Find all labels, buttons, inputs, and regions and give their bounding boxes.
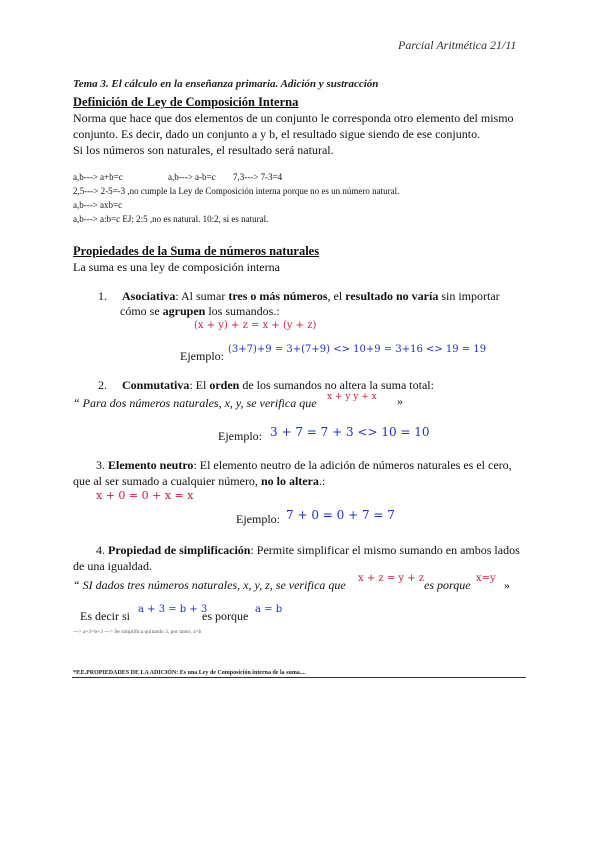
- simplificacion-text-1: : Permite simplificar el mismo sumando en ambos lados: [250, 543, 520, 557]
- simplificacion-line-2: de una igualdad.: [73, 559, 152, 573]
- conmutativa-name: Conmutativa: [122, 378, 190, 392]
- note-example-7-3: 7,3---> 7-3=4: [233, 172, 283, 182]
- conmutativa-example-label: Ejemplo:: [218, 429, 262, 443]
- conmutativa-line-1: [98, 377, 434, 393]
- simplificacion-note: ---> a+3=b+3 ---> Se simplifica quitando 3, por tanto, a=b: [73, 629, 202, 635]
- es-porque-formula: a = b: [255, 604, 283, 615]
- conmutativa-quote-end: »: [397, 394, 403, 408]
- asociativa-text-7: agrupen: [162, 304, 206, 318]
- simplificacion-porque: es porque: [424, 578, 471, 592]
- asociativa-text-8: los sumandos.:: [205, 304, 280, 318]
- asociativa-line-1: [98, 288, 500, 304]
- note-subtraction: a,b---> a-b=c: [168, 172, 216, 182]
- note-division: a,b---> a:b=c EJ: 2:5 ,no es natural. 10:2, si es natural.: [73, 214, 269, 224]
- simplificacion-line-1: [96, 542, 520, 558]
- asociativa-text-6: cómo se: [120, 304, 163, 318]
- note-multiplication: a,b---> axb=c: [73, 200, 123, 210]
- asociativa-example-label: Ejemplo:: [180, 349, 224, 363]
- es-decir-text: Es decir si: [80, 609, 130, 623]
- asociativa-example: (3+7)+9 = 3+(7+9) <> 10+9 = 3+16 <> 19 = 19: [228, 344, 487, 355]
- es-decir-label: [80, 608, 130, 624]
- definition-heading: Definición de Ley de Composición Interna: [73, 95, 299, 109]
- conmutativa-quote: “ Para dos números naturales, x, y, se verifica que: [73, 396, 317, 410]
- note-negative-example: 2,5---> 2-5=-3 ,no cumple la Ley de Composición interna porque no es un número natural.: [73, 186, 400, 196]
- neutro-formula: x + 0 = 0 + x = x: [96, 489, 194, 502]
- neutro-text-1: : El elemento neutro de la adición de números naturales es el cero,: [193, 458, 512, 472]
- asociativa-formula: (x + y) + z = x + (y + z): [194, 320, 317, 331]
- suma-heading: Propiedades de la Suma de números naturales: [73, 244, 320, 258]
- footer-note: *P.E.PROPIEDADES DE LA ADICIÓN: Es una Ley de Composición interna de la suma....: [73, 670, 306, 676]
- asociativa-text-3: , el: [327, 289, 346, 303]
- conmutativa-example: 3 + 7 = 7 + 3 <> 10 = 10: [270, 425, 430, 439]
- neutro-text-2: que al ser sumado a cualquier número,: [73, 474, 261, 488]
- conmutativa-text-3: de los sumandos no altera la suma total:: [239, 378, 434, 392]
- definition-line-2: conjunto. Es decir, dado un conjunto a y b, el resultado sigue siendo de ese conjunto.: [73, 127, 481, 141]
- conmutativa-number: 2.: [98, 378, 107, 392]
- asociativa-name: Asociativa: [122, 289, 176, 303]
- conmutativa-text-1: : El: [189, 378, 210, 392]
- asociativa-text-4: resultado no varía: [345, 289, 439, 303]
- topic-title: Tema 3. El cálculo en la enseñanza primaria. Adición y sustracción: [73, 78, 379, 90]
- conmutativa-formula: x + y y + x: [327, 392, 377, 402]
- simplificacion-name: Propiedad de simplificación: [108, 543, 251, 557]
- asociativa-text-5: sin importar: [438, 289, 500, 303]
- page-header-title: Parcial Aritmética 21/11: [398, 38, 517, 52]
- neutro-text-4: .:: [318, 474, 326, 488]
- definition-line-1: Norma que hace que dos elementos de un conjunto le corresponda otro elemento del mismo: [73, 111, 514, 125]
- neutro-line-1: [96, 457, 512, 473]
- asociativa-text-1: : Al sumar: [175, 289, 229, 303]
- simplificacion-number: 4.: [96, 543, 105, 557]
- conmutativa-text-2: orden: [209, 378, 240, 392]
- asociativa-line-2: [120, 303, 280, 319]
- note-addition: a,b---> a+b=c: [73, 172, 123, 182]
- simplificacion-quote: “ SI dados tres números naturales, x, y, z, se verifica que: [73, 578, 346, 592]
- simplificacion-formula: x + z = y + z: [358, 573, 425, 584]
- footer-rule: [72, 677, 526, 678]
- asociativa-number: 1.: [98, 289, 107, 303]
- neutro-example: 7 + 0 = 0 + 7 = 7: [286, 508, 395, 522]
- simplificacion-quote-end: »: [504, 578, 510, 592]
- neutro-name: Elemento neutro: [108, 458, 194, 472]
- asociativa-text-2: tres o más números: [228, 289, 328, 303]
- definition-line-3: Si los números son naturales, el resultado será natural.: [73, 143, 334, 157]
- neutro-number: 3.: [96, 458, 105, 472]
- neutro-text-3: no lo altera: [260, 474, 319, 488]
- neutro-example-label: Ejemplo:: [236, 512, 280, 526]
- es-decir-formula: a + 3 = b + 3: [138, 604, 208, 615]
- suma-intro: La suma es una ley de composición interna: [73, 260, 280, 274]
- simplificacion-formula-2: x=y: [476, 573, 496, 584]
- es-porque-label: es porque: [202, 609, 249, 623]
- neutro-line-2: [73, 473, 325, 489]
